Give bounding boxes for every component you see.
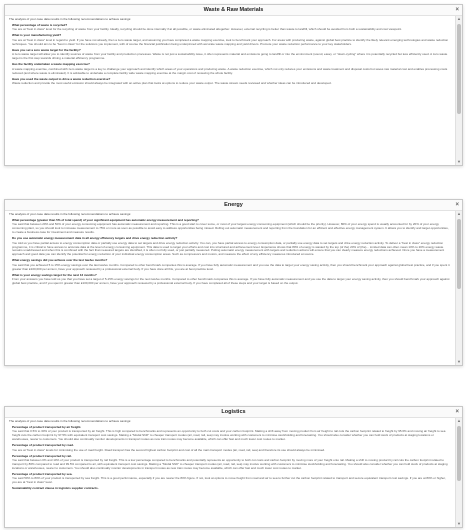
- recommendation-item: [12, 219, 451, 235]
- dialog-content: [5, 418, 455, 527]
- recommendation-item: [12, 487, 451, 491]
- answer-text: From your answers you have told us you that you have set a target of 5-15% energy savings for the next twelve months. Compared to other benchmark companies this is average. If you have fully automatic measurement and you use the data to target your energy saving activity, then you should benchmark your approach against global best practice, and if you spent it greater than £100,000 per annum, have your approach reviewed by a professional external body. If you have completed all of these steps and your target is based on the output.: [12, 277, 450, 286]
- question-text: What is your energy savings target for the next 12 months?: [12, 272, 97, 277]
- answer-text: You said 50% to 80% of your product is transported by sea freight. This is a good performance, especially if you are nearer the 80% figure. If not, look at options to move freight from road and air to sea to further cut the carbon footprint related to transport and secure equivalent transport cost savings. If you are at 80% or higher, you are at "best in class" level.: [12, 476, 446, 485]
- intro-text: The analysis of your case data results in the following recommendations to achieve savings:: [9, 212, 132, 216]
- question-text: Percentage of product transported by road.: [12, 443, 74, 448]
- question-text: Do you use automatic energy measurement data in all energy efficiency targets and drive energy reduction activity?: [12, 236, 178, 241]
- question-text: What percentage of waste is recycled?: [12, 22, 68, 27]
- recommendation-item: [12, 426, 451, 442]
- question-text: What energy savings did you achieve over the last twelve months?: [12, 258, 108, 263]
- dialog-header: [5, 407, 462, 418]
- recommendation-item: [12, 259, 451, 271]
- close-icon[interactable]: ×: [455, 202, 459, 208]
- answer-text: You said that between 20% and 50% of your energy consuming equipment has automatic measurement and reporting. This is a good start to cover some, or most of your largest energy consuming equipment (which should be the priority). However, 80% of your energy spend is usually accounted for by 20% of your energy consuming plant, so you should look to increase measurement to 75% or more as soon as possible to avoid easy to address opportunities being missed. Rolling out automatic measurement and reporting from the foundation for an efficient and effective energy management system. It allows you to identify and target opportunities, to create a business case for investment and measure results.: [12, 222, 449, 235]
- scroll-thumb[interactable]: [457, 219, 461, 289]
- recommendation-item: [12, 237, 451, 257]
- answer-text: You are at "best in class" levels for minimising the use of road freight. Road transport has the second highest carbon footprint and cost of all the main transport modes (air, road, rail, sea) and therefore its use should always be minimised.: [12, 447, 326, 452]
- energy-dialog: [4, 199, 463, 366]
- answer-text: Waste reduction and provide the most useful emission should always be integrated with an active plan that looks at options to reduce your waste output. The waste stream needs reviewed and whether ideas can be introduced and developed.: [12, 81, 332, 86]
- answer-text: You said that 0.5% to 30% of your product is transported by air freight. This is high compared to benchmarks and represents an opportunity to both cut costs and your carbon footprint. Making a shift away from moving product from air freight to rail cuts the carbon footprint related to freight by 95.6% and moving air freight to sea freight cuts the carbon footprint by 97.5% with equivalent transport cost savings. Making a "Modal Shift" to cheaper transport modes (air, road, rail, sea) may involve working with customers to minimise stockholding and forecasting. You should also consider whether you can hold stock of products at staging locations or warehouses, nearer to customers. You should also continually monitor developments in transport routes as new train routes may become available, which can offer fast and much lower cost routes to market.: [12, 429, 446, 442]
- answer-text: You are at "best in class" level for the recycling of waste from your facility. Ideally, recycling should be done internally if at all possible, or waste eliminated altogether. However, external recycling is better than waste to landfill, which should be avoided from both a sustainability and cost viewpoint.: [12, 27, 402, 32]
- chevron-down-icon[interactable]: ▼: [457, 159, 461, 164]
- intro-text: The analysis of your case data results in the following recommendations to achieve savings:: [9, 419, 132, 423]
- scroll-thumb[interactable]: [457, 426, 461, 481]
- recommendation-item: [12, 444, 451, 452]
- scroll-thumb[interactable]: [457, 24, 461, 114]
- recommendation-item: [12, 455, 451, 471]
- dialog-title: Waste & Raw Materials: [203, 7, 264, 13]
- question-text: Have you set a zero waste target for the facility?: [12, 47, 81, 52]
- recommendation-item: [12, 49, 451, 61]
- answer-text: You told us you have partial access to energy consumption data or partially use energy data to set targets and drive energy reduction activity. You can, you have partial access to energy consumption data, or partially use energy data to set targets and drive energy reduction activity. To deliver a "best in class" energy reduction programme, it is critical to have access to accurate data at the level of energy consuming equipment. This data is used to target your efforts and cost into structured and achievement level. Experience shows that 80% of energy is wasted by the top (of the) 20% of (the)... Limited data can often mean 10% to 20% energy waste remains unaddressed and when this is combined with the fact that measured targets are identified, it is often not fully used, or just partially measured. Putting automatic energy measurement with targets and reduction actions will ensure that you can clearly measure energy reductions achieved. Once you have a measurement approach and good data you can identify the potential for energy reduction of your individual energy consumption areas. Such as compressors and motors, and measure the effect of any efficiency measures introduced at source.: [12, 240, 445, 257]
- recommendation-item: [12, 78, 451, 86]
- question-text: Have you used the waste output to drive a waste reduction exercise?: [12, 76, 111, 81]
- vertical-scrollbar[interactable]: [455, 418, 462, 527]
- intro-text: The analysis of your case data results in the following recommendations to achieve savings:: [9, 17, 132, 21]
- recommendation-item: [12, 34, 451, 46]
- recommendation-item: [12, 274, 451, 286]
- dialog-title: Energy: [224, 202, 243, 208]
- close-icon[interactable]: ×: [455, 7, 459, 13]
- chevron-up-icon[interactable]: ▲: [457, 16, 461, 21]
- question-text: Sustainability contract clause in logistics supplier contracts.: [12, 486, 99, 491]
- dialog-content: [5, 211, 455, 365]
- dialog-title: Logistics: [221, 409, 246, 415]
- chevron-down-icon[interactable]: ▼: [457, 521, 461, 526]
- question-text: Has the facility undertaken a waste mapping exercise?: [12, 62, 90, 67]
- close-icon[interactable]: ×: [455, 409, 459, 415]
- chevron-up-icon[interactable]: ▲: [457, 211, 461, 216]
- dialog-header: [5, 200, 462, 211]
- vertical-scrollbar[interactable]: [455, 211, 462, 365]
- dialog-content: [5, 16, 455, 165]
- waste-raw-materials-dialog: [4, 4, 463, 166]
- question-text: Percentage of product transported by rail.: [12, 453, 72, 458]
- question-text: Percentage of product transported by air freight.: [12, 424, 82, 429]
- answer-text: You said that between 0% and 10% of your product is transported by rail freight. This is a low percentage compared to benchmarks and potentially represents an opportunity to both cut costs and carbon footprint by moving more of your freight onto rail. Making a shift to moving product by rail cuts the carbon footprint related to transport by 86% compared to road and 99.5% compared to air, with equivalent transport cost savings. Making a "Modal Shift" to cheaper transport modes (air, road, rail, sea) may involve working with customers to minimise stockholding and forecasting. You should also consider whether you can hold stock of products at staging locations or warehouses, nearer to customers. You should also continually monitor developments in transport routes as new train routes may become available, which can offer fast and much lower cost routes to market.: [12, 458, 448, 470]
- logistics-dialog: [4, 406, 463, 528]
- dialog-header: [5, 5, 462, 16]
- vertical-scrollbar[interactable]: [455, 16, 462, 165]
- answer-text: A waste mapping exercise, combined with zero waste target is a key to challenge your approach and identify which areas of your operations and producing waste. A waste reduction exercise, which not only reduces your emissions and waste treatment and disposal costs but saves raw material cost and enables processing costs reduced (and where waste is eliminated). It is advisable to undertake a complete facility wide waste mapping exercise at the margin cost of reviewing the whole facility.: [12, 66, 448, 75]
- answer-text: You are at "best in class" level in regard to yield. If you have not already, then a zero waste target, and assuming you have completed a waste mapping exercise, look to benchmark your approach. For areas with producing waste, against global best practice to identify the likely relevant emerging technologies and waste reduction techniques. You should aim to be "best in class" for the solutions you implement, with of course the financial justification being underpinned with accurate waste mapping and yield drivers. Promote your waste reduction performance to your key stakeholders.: [12, 37, 449, 46]
- question-text: What percentage (greater than 5% of total spend) of your significant equipment has automatic energy measurement and reporting?: [12, 217, 199, 222]
- chevron-down-icon[interactable]: ▼: [457, 359, 461, 364]
- question-text: Percentage of product transported by sea.: [12, 472, 73, 477]
- question-text: What is your manufacturing yield?: [12, 33, 62, 38]
- answer-text: You said that you achieved 5 to 15% energy savings over the last twelve months. Compared to other benchmark companies this is average. If you have fully automatic measurement and you use the data to target your energy saving activity, then you should benchmark your approach against global best practice, and if you spent it greater than £100,000 per annum, have your approach reviewed by a professional external body. If you have done all this, you are at best practice level.: [12, 262, 450, 271]
- recommendation-item: [12, 473, 451, 485]
- recommendation-item: [12, 63, 451, 75]
- answer-text: A zero waste target will allow you to identify sources of waste from your facility and production processes. Waste is not just a sustainability issue, it often represents material and emissions going to landfill or into the environment (sound, ease), or "down-cycling" where it is potentially recycled but less efficiently used. A zero waste target is the first step towards driving a material efficiency programme.: [12, 52, 448, 61]
- recommendation-item: [12, 24, 451, 32]
- chevron-up-icon[interactable]: ▲: [457, 418, 461, 423]
